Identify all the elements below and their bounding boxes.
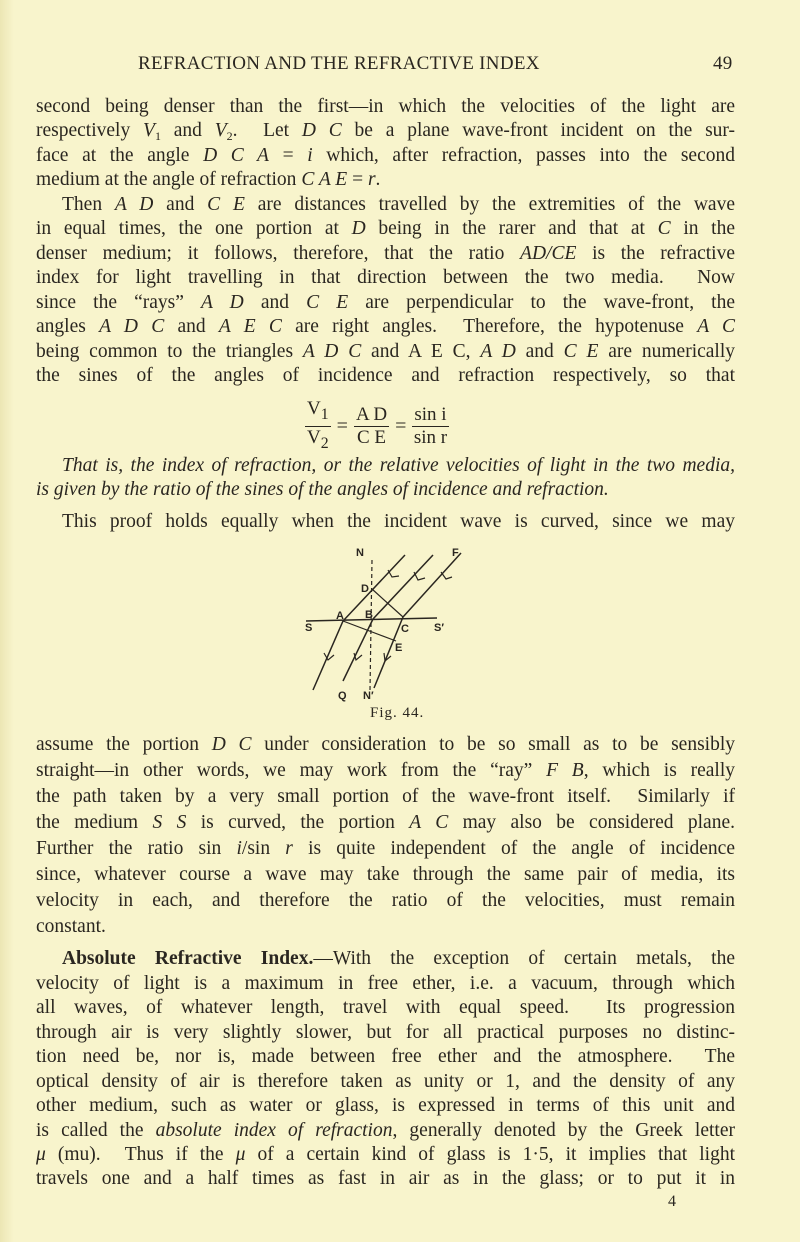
text-segment: A D C xyxy=(302,341,362,362)
label-e: E xyxy=(395,642,403,654)
text-segment: Further the ratio sin xyxy=(36,838,237,859)
text-segment: is curved, the portion xyxy=(186,812,410,833)
text-segment: is called the xyxy=(36,1120,156,1141)
ad: A D xyxy=(355,403,388,425)
text-segment: . Let xyxy=(232,120,302,141)
text-segment: μ xyxy=(235,1144,246,1165)
text-segment: i xyxy=(236,838,242,859)
text-segment: = xyxy=(347,169,368,190)
text-segment: index for light travelling in that direction between the two media. Now xyxy=(36,267,735,288)
text-segment: tion need be, nor is, made between free ether and the atmosphere. The xyxy=(36,1046,735,1067)
text-segment: under consideration to be so small as to be sensibly xyxy=(251,734,736,755)
text-segment: D C xyxy=(301,120,342,141)
text-segment: F B xyxy=(546,760,584,781)
text-segment: assume the portion xyxy=(36,734,212,755)
text-segment: and xyxy=(153,194,208,215)
text-segment: velocity in each, and therefore the ratio of the velocities, must remain xyxy=(36,890,735,911)
label-q: Q xyxy=(338,690,347,702)
signature-mark: 4 xyxy=(668,1193,676,1210)
text-segment: r xyxy=(367,169,376,190)
label-s-prime: S′ xyxy=(434,622,444,634)
text-segment: are right angles. Therefore, the hypotenuse xyxy=(281,316,698,337)
text-segment: is quite independent of the angle of incidence xyxy=(292,838,735,859)
incident-ray-c xyxy=(403,553,461,617)
label-n-prime: N′ xyxy=(363,690,374,702)
v2: V xyxy=(307,426,321,448)
refracted-ray-a xyxy=(313,621,343,690)
text-segment: are numerically xyxy=(598,341,736,362)
text-segment: , xyxy=(465,341,481,362)
text-segment: denser medium; it follows, therefore, that the ratio xyxy=(36,243,521,264)
label-n: N xyxy=(356,547,364,559)
equals-sign: = xyxy=(395,414,407,437)
text-segment: respectively xyxy=(36,120,144,141)
text-segment: A D xyxy=(480,341,516,362)
text-segment: μ xyxy=(36,1144,46,1165)
text-segment: C E xyxy=(207,194,245,215)
label-a: A xyxy=(336,610,344,622)
text-segment: are distances travelled by the extremities of the wave xyxy=(244,194,735,215)
text-segment: and xyxy=(243,292,307,313)
v1: V xyxy=(307,398,321,419)
text-segment: angles xyxy=(36,316,100,337)
text-segment: D xyxy=(351,218,366,239)
text-segment: r xyxy=(285,838,293,859)
text-segment: C A E xyxy=(301,169,348,190)
text-segment: D C A xyxy=(203,145,269,166)
text-segment: the medium xyxy=(36,812,153,833)
text-segment: face at the angle xyxy=(36,145,204,166)
text-segment: = xyxy=(268,145,308,166)
text-segment: since, whatever course a wave may take through the same pair of media, its xyxy=(36,864,735,885)
text-segment: and xyxy=(160,120,215,141)
text-segment: all waves, of whatever length, travel with equal speed. Its progression xyxy=(36,997,735,1018)
text-segment: being common to the triangles xyxy=(36,341,303,362)
text-segment: optical density of air is therefore taken as unity or 1, and the density of any xyxy=(36,1071,735,1092)
text-segment: A C xyxy=(697,316,736,337)
text-segment: That is, the index of refraction, or the relative velocities of light in the two media, xyxy=(62,455,735,476)
v2-sub: 2 xyxy=(320,434,329,452)
text-segment: of a certain kind of glass is 1·5, it implies that light xyxy=(245,1144,735,1165)
text-segment: velocity of light is a maximum in free ether, i.e. a vacuum, through which xyxy=(36,973,735,994)
text-segment: through air is very slightly slower, but for all practical purposes no distinc- xyxy=(36,1022,735,1043)
text-segment: absolute index of refraction xyxy=(155,1120,393,1141)
text-segment: being in the rarer and that at xyxy=(365,218,658,239)
text-segment: A E C xyxy=(407,341,466,362)
text-segment: is the refractive xyxy=(576,243,735,264)
text-segment: (mu). Thus if the xyxy=(45,1144,236,1165)
text-segment: Then xyxy=(62,194,115,215)
text-segment: V xyxy=(214,120,227,141)
refracted-ray-b xyxy=(343,619,373,681)
label-f: F xyxy=(452,547,459,559)
incident-wavefront xyxy=(372,589,403,617)
text-segment: . xyxy=(375,169,381,190)
label-s: S xyxy=(305,622,313,634)
text-segment: D C xyxy=(211,734,252,755)
text-segment: A D C xyxy=(99,316,165,337)
incident-ray-b xyxy=(373,555,433,619)
text-segment: constant. xyxy=(36,916,106,937)
text-segment: the path taken by a very small portion of the wave-front itself. Similarly if xyxy=(36,786,735,807)
equals-sign: = xyxy=(336,414,348,437)
label-c: C xyxy=(401,623,409,635)
text-segment: AD/CE xyxy=(520,243,577,264)
text-segment: A E C xyxy=(218,316,282,337)
text-segment: C xyxy=(657,218,671,239)
text-segment: and xyxy=(515,341,564,362)
text-segment: second being denser than the first—in which the velocities of the light are xyxy=(36,96,735,117)
figure-labels xyxy=(305,547,459,702)
text-segment: are perpendicular to the wave-front, the xyxy=(348,292,736,313)
text-segment: C E xyxy=(306,292,349,313)
text-segment: V xyxy=(143,120,155,141)
text-segment: C E xyxy=(563,341,599,362)
ce: C E xyxy=(357,426,387,448)
text-segment: may also be considered plane. xyxy=(448,812,735,833)
text-segment: is given by the ratio of the sines of the angles of incidence and refraction. xyxy=(36,479,609,500)
figure-caption: Fig. 44. xyxy=(370,705,425,721)
text-segment: medium at the angle of refraction xyxy=(36,169,302,190)
text-segment: i xyxy=(307,145,313,166)
text-segment: A D xyxy=(114,194,154,215)
text-segment: 2 xyxy=(226,129,233,143)
text-segment: Absolute Refractive Index. xyxy=(62,948,314,969)
text-segment: other medium, such as water or glass, is expressed in terms of this unit and xyxy=(36,1095,735,1116)
v1-sub: 1 xyxy=(320,405,329,423)
text-segment: 1 xyxy=(154,129,161,143)
text-segment: , which is really xyxy=(583,760,735,781)
text-segment: This proof holds equally when the incident wave is curved, since we may xyxy=(62,511,735,532)
text-segment: S S xyxy=(152,812,187,833)
text-segment: A D xyxy=(201,292,244,313)
text-segment: since the “rays” xyxy=(36,292,201,313)
text-segment: —With the exception of certain metals, the xyxy=(313,948,735,969)
text-segment: and xyxy=(361,341,408,362)
page-number: 49 xyxy=(713,53,733,74)
text-segment: A C xyxy=(409,812,449,833)
sin-r: sin r xyxy=(413,426,448,448)
sin-i: sin i xyxy=(414,403,447,425)
text-segment: /sin xyxy=(241,838,286,859)
label-d: D xyxy=(361,583,369,595)
text-segment: which, after refraction, passes into the second xyxy=(312,145,735,166)
text-segment: in the xyxy=(670,218,735,239)
text-segment: and xyxy=(164,316,219,337)
text-segment: in equal times, the one portion at xyxy=(36,218,352,239)
refracted-wavefront xyxy=(343,621,396,641)
text-segment: the sines of the angles of incidence and refraction respectively, so that xyxy=(36,365,735,386)
running-head: REFRACTION AND THE REFRACTIVE INDEX xyxy=(138,53,540,74)
label-b: B xyxy=(365,609,373,621)
text-segment: be a plane wave-front incident on the sur- xyxy=(341,120,736,141)
text-segment: , generally denoted by the Greek letter xyxy=(392,1120,735,1141)
text-segment: straight—in other words, we may work from the “ray” xyxy=(36,760,547,781)
text-segment: travels one and a half times as fast in air as in the glass; or to put it in xyxy=(36,1168,735,1189)
